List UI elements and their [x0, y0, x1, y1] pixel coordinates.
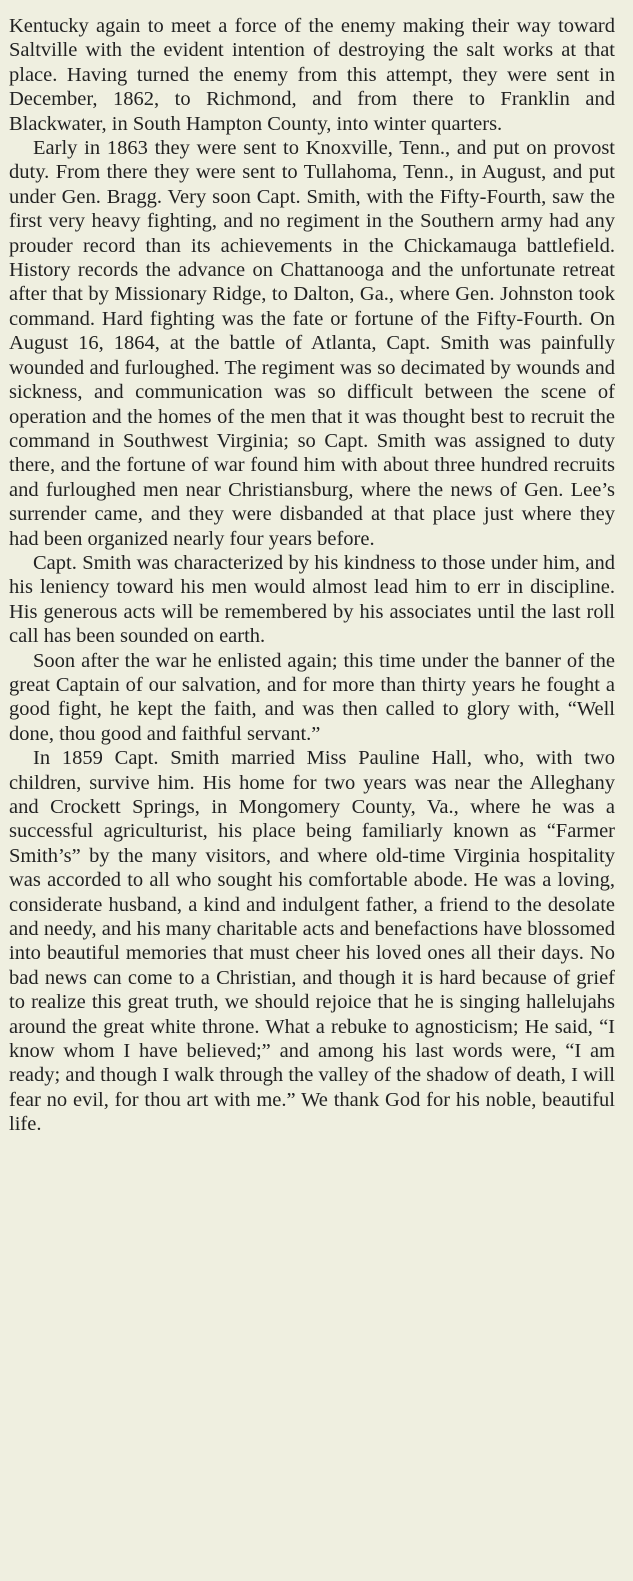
- paragraph-character: Capt. Smith was characterized by his kindness to those under him, and his leniency toward his men would almost lead him to err in discipline. His generous acts will be remembered by his associates until the last roll call has been sounded on earth.: [9, 551, 615, 648]
- paragraph-continuation: Kentucky again to meet a force of the enemy making their way toward Saltville with the evident intention of destroying the salt works at that place. Having turned the enemy from this attempt, they were sent in December, 1862, to Richmond, and from there to Franklin and Blackwater, in South Hampton County, into winter quarters.: [9, 15, 615, 135]
- paragraph-family: In 1859 Capt. Smith married Miss Pauline Hall, who, with two children, survive him. His home for two years was near the Alleghany and Crockett Springs, in Mongomery County, Va., where he was a successful agriculturist, his place being familiarly known as “Farmer Smith’s” by the many visitors, and where old-time Virginia hospitality was accorded to all who sought his comfortable abode. He was a loving, considerate husband, a kind and indulgent father, a friend to the desolate and needy, and his many charitable acts and benefactions have blossomed into beautiful memories that must cheer his loved ones all their days. No bad news can come to a Christian, and though it is hard because of grief to realize this great truth, we should rejoice that he is singing hallelujahs around the great white throne. What a rebuke to agnosticism; He said, “I know whom I have believed;” and among his last words were, “I am ready; and though I walk through the valley of the shadow of death, I will fear no evil, for thou art with me.” We thank God for his noble, beautiful life.: [9, 747, 615, 1136]
- document-page: [9, 14, 615, 1137]
- paragraph-faith: Soon after the war he enlisted again; this time under the banner of the great Captain of our salvation, and for more than thirty years he fought a good fight, he kept the faith, and was then called to glory with, “Well done, thou good and faithful servant.”: [9, 649, 615, 745]
- paragraph-war-service: Early in 1863 they were sent to Knoxville, Tenn., and put on provost duty. From there they were sent to Tullahoma, Tenn., in August, and put under Gen. Bragg. Very soon Capt. Smith, with the Fifty-Fourth, saw the first very heavy fighting, and no regiment in the Southern army had any prouder record than its achievements in the Chickamauga battlefield. History records the advance on Chattanooga and the unfortunate retreat after that by Missionary Ridge, to Dalton, Ga., where Gen. Johnston took command. Hard fighting was the fate or fortune of the Fifty-Fourth. On August 16, 1864, at the battle of Atlanta, Capt. Smith was painfully wounded and furloughed. The regiment was so decimated by wounds and sickness, and communication was so difficult between the scene of operation and the homes of the men that it was thought best to recruit the command in Southwest Virginia; so Capt. Smith was assigned to duty there, and the fortune of war found him with about three hundred recruits and furloughed men near Christiansburg, where the news of Gen. Lee’s surrender came, and they were disbanded at that place just where they had been organized nearly four years before.: [9, 137, 615, 550]
